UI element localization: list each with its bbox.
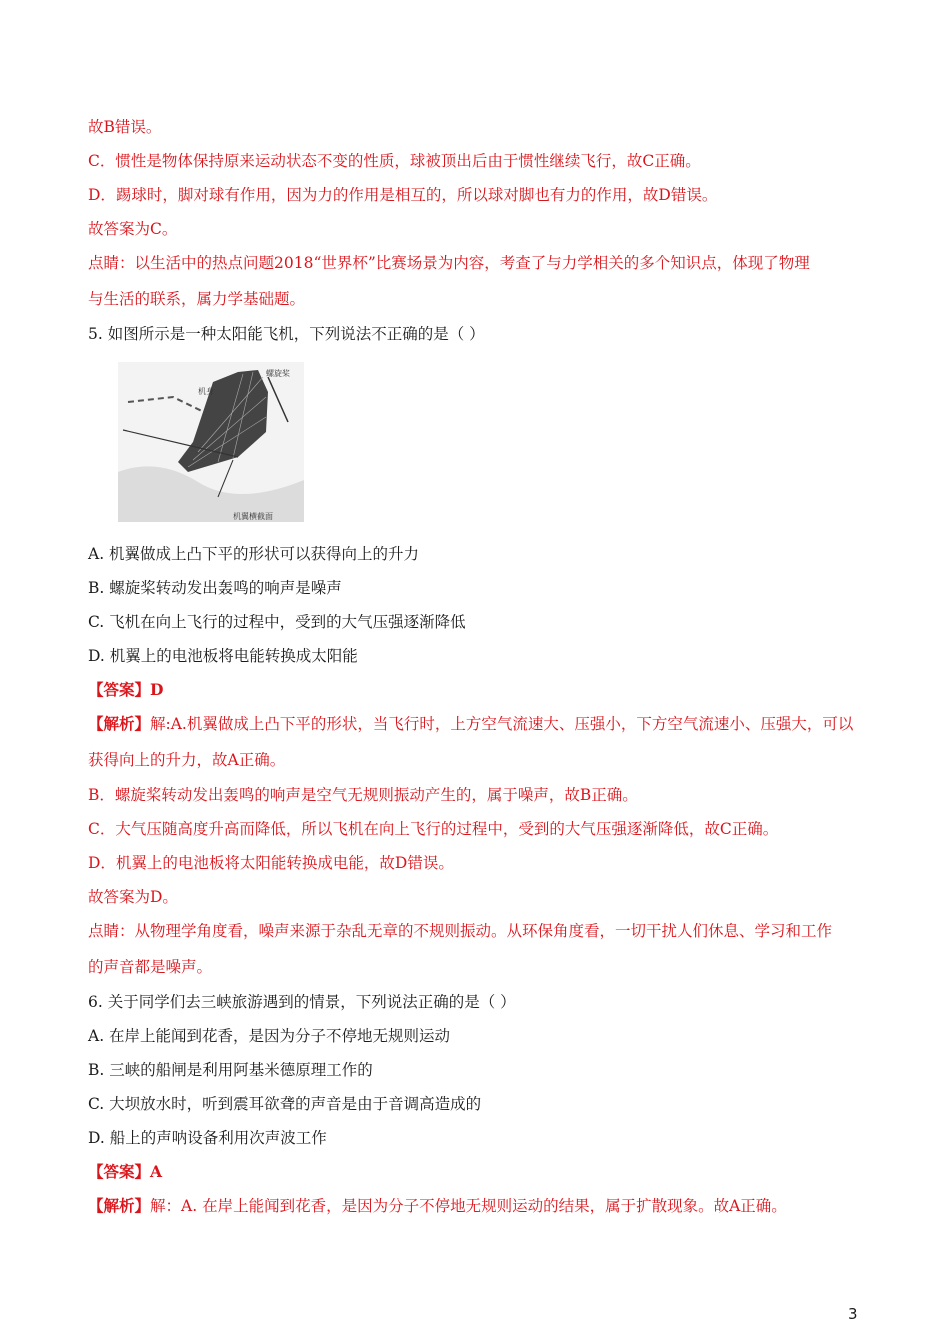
note-line-1: 点睛：以生活中的热点问题2018“世界杯”比赛场景为内容，考查了与力学相关的多个知识点，体现了物理 (88, 254, 810, 272)
q5-option-d: D. 机翼上的电池板将电能转换成太阳能 (88, 647, 358, 665)
q5-exp-label: 【解析】 (88, 714, 151, 733)
solar-plane-figure (118, 362, 304, 522)
line-b-wrong: 故B错误。 (88, 118, 162, 136)
q5-note-1: 点睛：从物理学角度看，噪声来源于杂乱无章的不规则振动。从环保角度看，一切干扰人们休息、学习和工作 (88, 922, 833, 940)
q6-answer (88, 1162, 162, 1182)
q5-option-b: B. 螺旋桨转动发出轰鸣的响声是噪声 (88, 579, 342, 597)
q5-exp-5: D．机翼上的电池板将太阳能转换成电能，故D错误。 (88, 854, 454, 872)
q5-answer-label: 【答案】 (88, 680, 151, 699)
q5-exp-6: 故答案为D。 (88, 888, 178, 906)
question-5: 5. 如图所示是一种太阳能飞机，下列说法不正确的是（ ） (88, 325, 485, 343)
q5-exp-text-1: 解:A.机翼做成上凸下平的形状，当飞行时，上方空气流速大、压强小，下方空气流速小、压强大，可以 (150, 715, 854, 733)
question-6: 6. 关于同学们去三峡旅游遇到的情景，下列说法正确的是（ ） (88, 993, 516, 1011)
q6-option-a: A. 在岸上能闻到花香，是因为分子不停地无规则运动 (88, 1027, 451, 1045)
q6-option-c: C. 大坝放水时，听到震耳欲聋的声音是由于音调高造成的 (88, 1095, 482, 1113)
q6-answer-value: A (150, 1162, 163, 1181)
q5-option-c: C. 飞机在向上飞行的过程中，受到的大气压强逐渐降低 (88, 613, 466, 631)
q5-option-a: A. 机翼做成上凸下平的形状可以获得向上的升力 (88, 545, 420, 563)
q5-answer (88, 680, 163, 700)
q6-option-d: D. 船上的声呐设备利用次声波工作 (88, 1129, 327, 1147)
q6-exp-label: 【解析】 (88, 1196, 151, 1215)
q5-answer-value: D (150, 680, 164, 699)
q5-note-2: 的声音都是噪声。 (88, 958, 213, 976)
figure-label-propeller: 螺旋桨 (266, 369, 290, 378)
q5-exp-1 (88, 714, 853, 734)
q6-exp-text-1: 解：A. 在岸上能闻到花香，是因为分子不停地无规则运动的结果，属于扩散现象。故A正确。 (150, 1197, 787, 1215)
line-c-correct: C．惯性是物体保持原来运动状态不变的性质，球被顶出后由于惯性继续飞行，故C正确。 (88, 152, 701, 170)
q5-exp-2: 获得向上的升力，故A正确。 (88, 751, 286, 769)
answer-c: 故答案为C。 (88, 220, 178, 238)
figure-caption: 机翼横截面 (233, 512, 273, 521)
figure-label-fuselage: 机身 (198, 387, 214, 396)
q5-exp-3: B．螺旋桨转动发出轰鸣的响声是空气无规则振动产生的，属于噪声，故B正确。 (88, 786, 638, 804)
page-number: 3 (848, 1305, 858, 1323)
line-d-wrong: D．踢球时，脚对球有作用，因为力的作用是相互的，所以球对脚也有力的作用，故D错误。 (88, 186, 718, 204)
q6-answer-label: 【答案】 (88, 1162, 151, 1181)
q6-exp-1 (88, 1196, 787, 1216)
note-line-2: 与生活的联系，属力学基础题。 (88, 290, 306, 308)
q5-exp-4: C．大气压随高度升高而降低，所以飞机在向上飞行的过程中，受到的大气压强逐渐降低，故C正确。 (88, 820, 779, 838)
q6-option-b: B. 三峡的船闸是利用阿基米德原理工作的 (88, 1061, 373, 1079)
